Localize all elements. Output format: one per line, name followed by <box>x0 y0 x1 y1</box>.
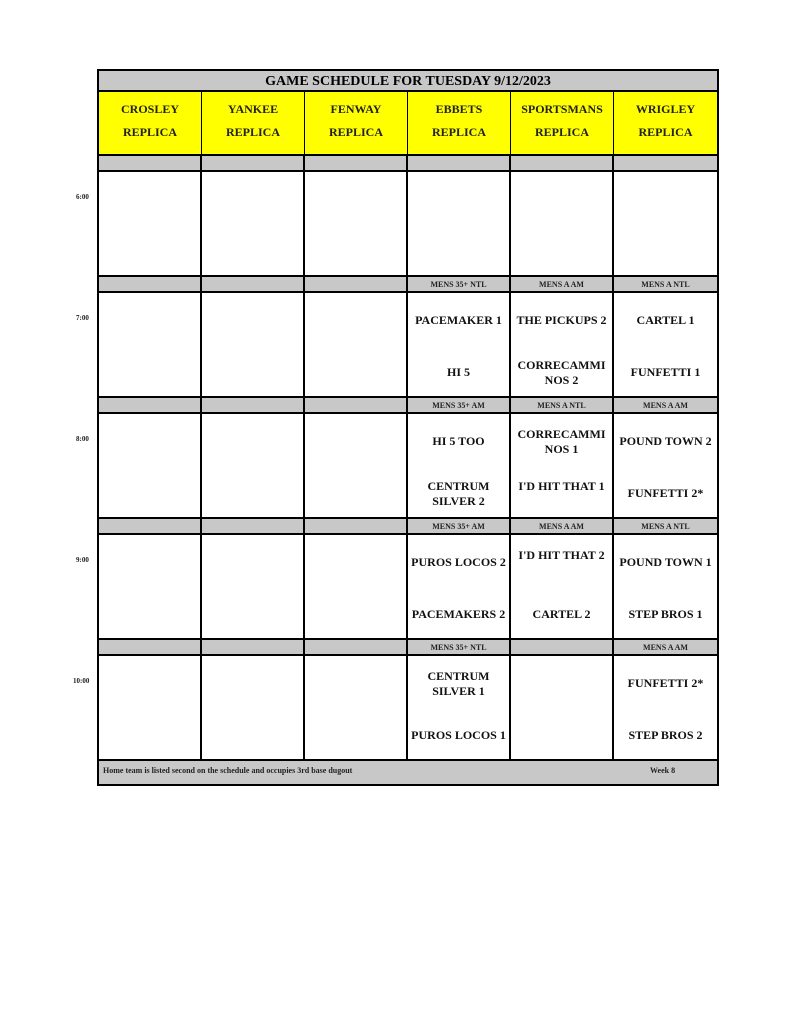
home-team: CORRECAMMI NOS 2 <box>517 358 606 387</box>
field-name: FENWAY <box>330 102 382 116</box>
field-subtitle: REPLICA <box>122 125 177 139</box>
division-band <box>511 640 614 656</box>
game-cell <box>614 535 717 640</box>
field-name: YANKEE <box>227 102 279 116</box>
field-subtitle: REPLICA <box>431 125 486 139</box>
division-band <box>99 398 202 414</box>
division-band <box>305 519 408 535</box>
division-band <box>614 156 717 172</box>
division-label: MENS A NTL <box>641 280 690 289</box>
game-cell <box>614 414 717 519</box>
division-band <box>99 277 202 293</box>
division-label: MENS A NTL <box>537 401 586 410</box>
game-cell <box>99 656 202 761</box>
division-label: MENS A AM <box>539 522 584 531</box>
game-cell <box>511 172 614 277</box>
home-team: STEP BROS 2 <box>628 728 703 742</box>
division-band <box>408 519 511 535</box>
division-band <box>511 156 614 172</box>
time-label: 7:00 <box>76 314 89 322</box>
field-subtitle: REPLICA <box>225 125 280 139</box>
game-cell <box>511 656 614 761</box>
game-cell <box>408 293 511 398</box>
division-band <box>511 519 614 535</box>
game-cell <box>511 414 614 519</box>
game-cell <box>511 293 614 398</box>
home-team: I'D HIT THAT 1 <box>518 479 605 493</box>
game-cell <box>99 535 202 640</box>
field-name: EBBETS <box>435 102 483 116</box>
game-cell <box>305 535 408 640</box>
division-label: MENS 35+ NTL <box>430 643 487 652</box>
division-band <box>305 156 408 172</box>
division-band <box>99 519 202 535</box>
field-header <box>511 92 614 156</box>
field-header <box>202 92 305 156</box>
game-cell <box>614 172 717 277</box>
division-band <box>202 398 305 414</box>
game-cell <box>99 414 202 519</box>
game-cell <box>408 656 511 761</box>
division-band <box>408 398 511 414</box>
game-cell <box>202 656 305 761</box>
time-label: 9:00 <box>76 556 89 564</box>
division-band <box>408 277 511 293</box>
field-header <box>99 92 202 156</box>
home-team: CARTEL 2 <box>532 607 591 621</box>
division-label: MENS 35+ AM <box>432 522 485 531</box>
away-team: PACEMAKER 1 <box>415 313 502 327</box>
game-cell <box>305 293 408 398</box>
away-team: POUND TOWN 1 <box>619 555 712 569</box>
division-label: MENS A AM <box>643 643 688 652</box>
division-band <box>202 640 305 656</box>
division-band <box>511 398 614 414</box>
home-team: PUROS LOCOS 1 <box>411 728 506 742</box>
game-cell <box>305 656 408 761</box>
game-cell <box>305 172 408 277</box>
game-cell <box>614 656 717 761</box>
field-header <box>408 92 511 156</box>
away-team: HI 5 TOO <box>432 434 485 448</box>
game-cell <box>202 293 305 398</box>
field-header <box>614 92 717 156</box>
division-label: MENS 35+ NTL <box>430 280 487 289</box>
field-header <box>305 92 408 156</box>
field-name: CROSLEY <box>120 102 179 116</box>
division-band <box>408 640 511 656</box>
division-band <box>305 640 408 656</box>
division-band <box>202 156 305 172</box>
field-subtitle: REPLICA <box>328 125 383 139</box>
game-cell <box>305 414 408 519</box>
footer-note: Home team is listed second on the schedule and occupies 3rd base dugout <box>103 766 353 775</box>
schedule-title: GAME SCHEDULE FOR TUESDAY 9/12/2023 <box>99 71 717 92</box>
division-band <box>305 277 408 293</box>
division-band <box>99 156 202 172</box>
division-band <box>202 277 305 293</box>
away-team: CORRECAMMI NOS 1 <box>517 427 606 456</box>
field-subtitle: REPLICA <box>638 125 693 139</box>
time-label: 8:00 <box>76 435 89 443</box>
division-label: MENS A AM <box>539 280 584 289</box>
game-cell <box>202 535 305 640</box>
game-cell <box>202 172 305 277</box>
division-band <box>614 640 717 656</box>
division-band <box>614 519 717 535</box>
division-band <box>99 640 202 656</box>
game-cell <box>99 172 202 277</box>
division-band <box>408 156 511 172</box>
home-team: FUNFETTI 1 <box>630 365 701 379</box>
field-name: WRIGLEY <box>635 102 696 116</box>
away-team: I'D HIT THAT 2 <box>518 548 605 562</box>
game-cell <box>408 535 511 640</box>
game-cell <box>202 414 305 519</box>
division-band <box>305 398 408 414</box>
home-team: STEP BROS 1 <box>628 607 703 621</box>
game-cell <box>614 293 717 398</box>
away-team: POUND TOWN 2 <box>619 434 712 448</box>
field-subtitle: REPLICA <box>534 125 589 139</box>
division-band <box>511 277 614 293</box>
time-label: 10:00 <box>73 677 90 685</box>
home-team: HI 5 <box>446 365 470 379</box>
week-label: Week 8 <box>650 766 676 775</box>
division-label: MENS 35+ AM <box>432 401 485 410</box>
schedule-sheet <box>97 69 719 786</box>
field-name: SPORTSMANS <box>521 102 603 116</box>
schedule-footer <box>99 761 717 784</box>
home-team: CENTRUM SILVER 2 <box>427 479 490 508</box>
time-label: 6:00 <box>76 193 89 201</box>
division-band <box>614 398 717 414</box>
game-cell <box>99 293 202 398</box>
division-label: MENS A NTL <box>641 522 690 531</box>
away-team: THE PICKUPS 2 <box>516 313 607 327</box>
game-cell <box>511 535 614 640</box>
away-team: FUNFETTI 2* <box>627 676 704 690</box>
away-team: CARTEL 1 <box>636 313 695 327</box>
division-band <box>202 519 305 535</box>
home-team: PACEMAKERS 2 <box>411 607 506 621</box>
game-cell <box>408 172 511 277</box>
away-team: PUROS LOCOS 2 <box>411 555 506 569</box>
division-band <box>614 277 717 293</box>
division-label: MENS A AM <box>643 401 688 410</box>
home-team: FUNFETTI 2* <box>627 486 704 500</box>
away-team: CENTRUM SILVER 1 <box>427 669 490 698</box>
game-cell <box>408 414 511 519</box>
